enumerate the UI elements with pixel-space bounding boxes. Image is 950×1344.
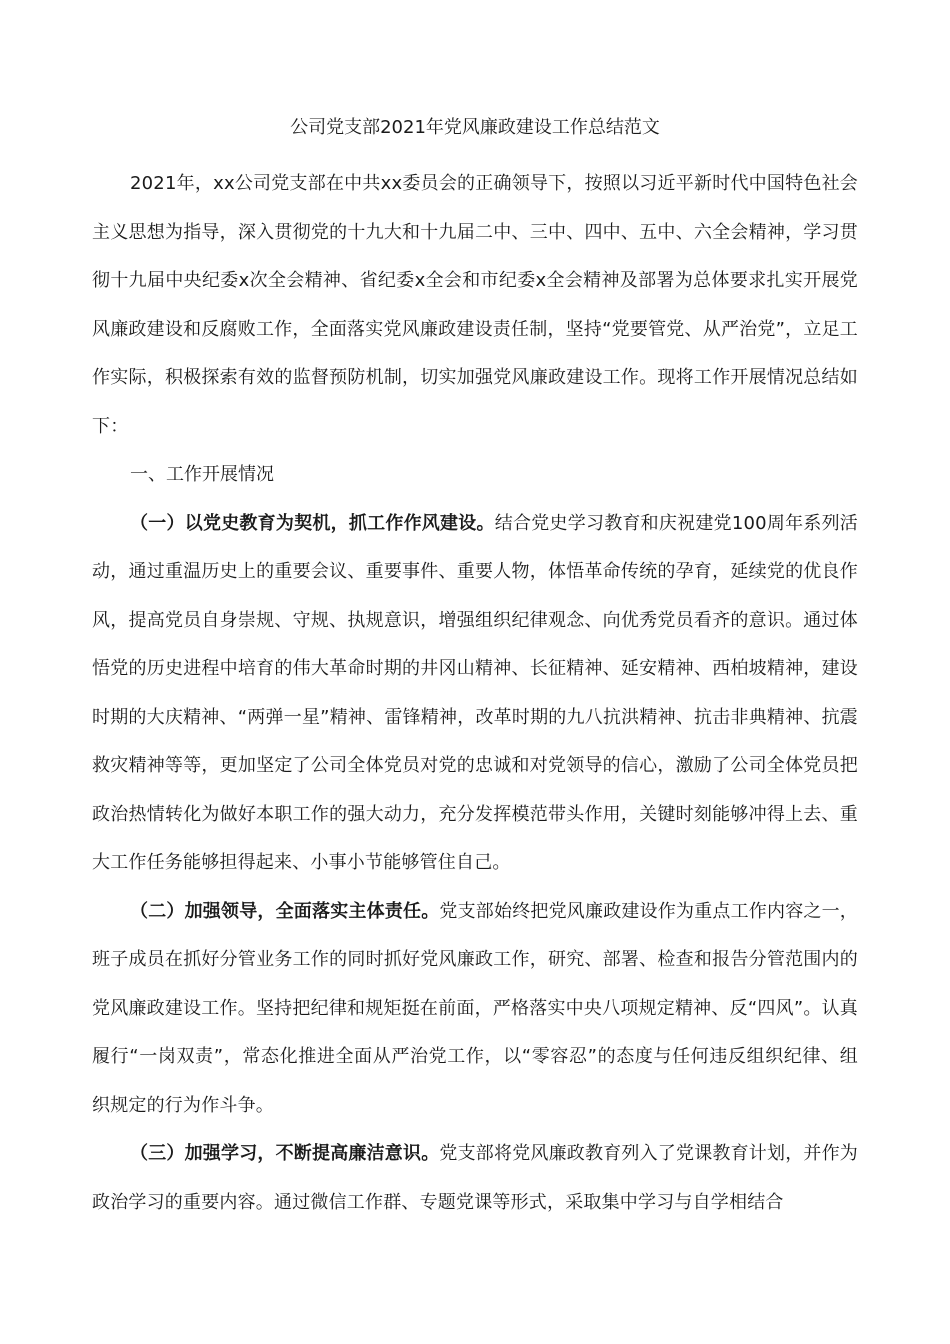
item-lead-2: （二）加强领导，全面落实主体责任。: [130, 900, 440, 922]
item-lead-3: （三）加强学习，不断提高廉洁意识。: [130, 1143, 440, 1164]
section-heading: 一、工作开展情况: [130, 464, 274, 485]
item-lead-1: （一）以党史教育为契机，抓工作作风建设。: [130, 512, 495, 534]
item-body-3: 党支部将党风廉政教育列入了党课教育计划，并作为政治学习的重要内容。通过微信工作群、专题党课等形式，采取集中学习与自学相结合: [92, 1143, 859, 1213]
item-body-2: 党支部始终把党风廉政建设作为重点工作内容之一，班子成员在抓好分管业务工作的同时抓好党风廉政工作，研究、部署、检查和报告分管范围内的党风廉政建设工作。坚持把纪律和规矩挺在前面，严格落实中央八项规定精神、反“四风”。认真履行“一岗双责”，常态化推进全面从严治党工作，以“零容忍”的态度与任何违反组织纪律、组织规定的行为作斗争。: [92, 900, 859, 1116]
item-body-1: 结合党史学习教育和庆祝建党100周年系列活动，通过重温历史上的重要会议、重要事件、重要人物，体悟革命传统的孕育，延续党的优良作风，提高党员自身崇规、守规、执规意识，增强组织纪律观念、向优秀党员看齐的意识。通过体悟党的历史进程中培育的伟大革命时期的井冈山精神、长征精神、延安精神、西柏坡精神，建设时期的大庆精神、“两弹一星”精神、雷锋精神，改革时期的九八抗洪精神、抗击非典精神、抗震救灾精神等等，更加坚定了公司全体党员对党的忠诚和对党领导的信心，激励了公司全体党员把政治热情转化为做好本职工作的强大动力，充分发挥模范带头作用，关键时刻能够冲得上去、重大工作任务能够担得起来、小事小节能够管住自己。: [92, 512, 859, 873]
item-paragraph-2: [92, 888, 858, 1131]
intro-paragraph: 2021年，xx公司党支部在中共xx委员会的正确领导下，按照以习近平新时代中国特色社会主义思想为指导，深入贯彻党的十九大和十九届二中、三中、四中、五中、六全会精神，学习贯彻十九届中央纪委x次全会精神、省纪委x全会和市纪委x全会精神及部署为总体要求扎实开展党风廉政建设和反腐败工作，全面落实党风廉政建设责任制，坚持“党要管党、从严治党”，立足工作实际，积极探索有效的监督预防机制，切实加强党风廉政建设工作。现将工作开展情况总结如下：: [92, 173, 858, 437]
item-paragraph-3: [92, 1130, 858, 1227]
document-title: 公司党支部2021年党风廉政建设工作总结范文: [290, 117, 660, 138]
item-paragraph-1: [92, 500, 858, 888]
